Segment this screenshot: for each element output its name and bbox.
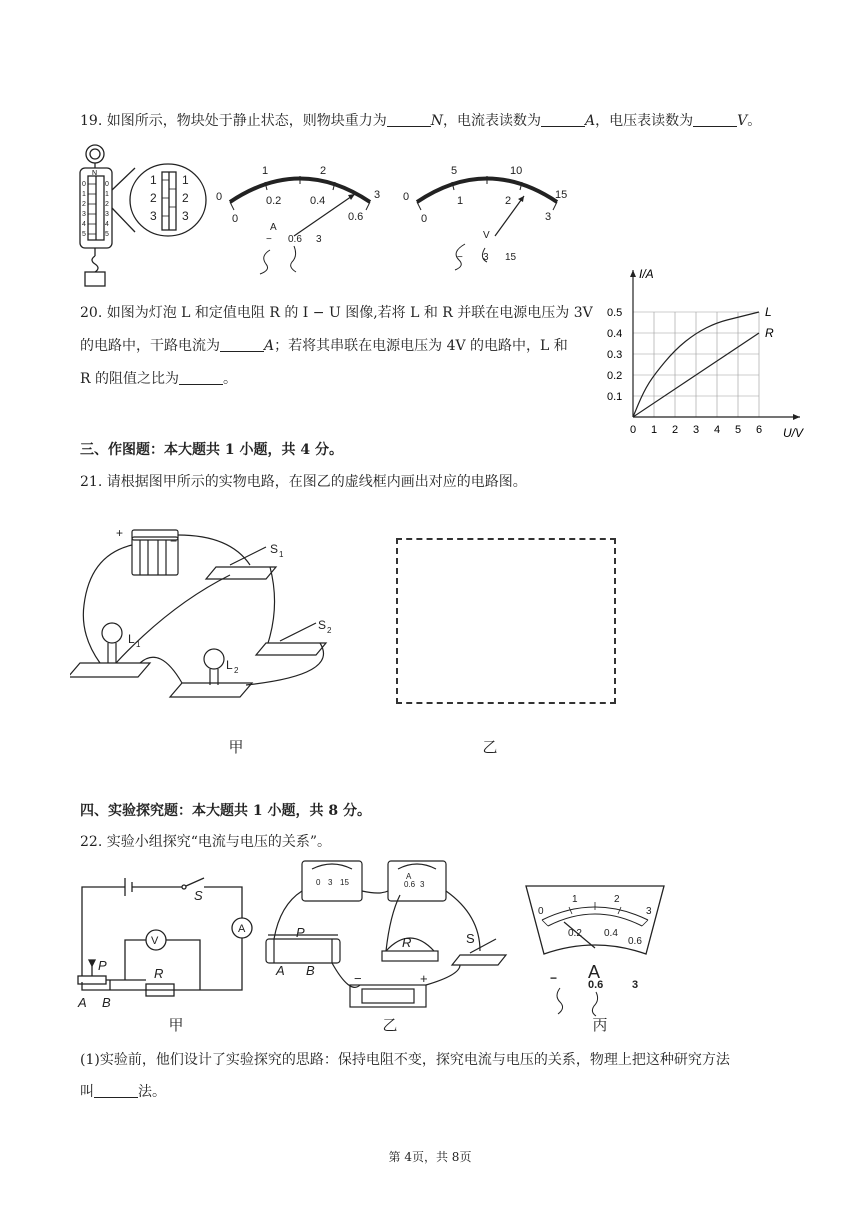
diagram-p-label: P	[98, 958, 107, 973]
caption-jia-2: 甲	[168, 1016, 184, 1034]
chart-grid	[633, 312, 759, 417]
zoom-tick: 3	[150, 209, 157, 223]
q19-text-c: ，电压表读数为	[595, 113, 694, 129]
q20-text: ；若将其串联在电源电压为 4V 的电路中，L 和	[274, 338, 568, 354]
ammeter-small-tick: 0.6	[348, 211, 364, 223]
lamp-l2-sub: 2	[234, 666, 239, 675]
yi-ammeter-tick: 0.6	[404, 880, 416, 889]
x-tick-label: 6	[756, 424, 763, 436]
answer-blank[interactable]	[541, 112, 585, 127]
circuit-diagram-jia	[70, 870, 260, 1015]
circuit-drawing-box[interactable]	[396, 538, 616, 704]
x-axis-arrow	[793, 414, 800, 420]
switch-s2-sub: 2	[327, 626, 332, 635]
voltmeter-dial	[395, 160, 585, 275]
ammeter-big-tick: 2	[320, 165, 327, 177]
caption-yi: 乙	[482, 738, 498, 756]
bing-letter: A	[588, 962, 601, 982]
caption-bing: 丙	[592, 1016, 608, 1034]
y-axis-label: I/A	[639, 267, 654, 281]
x-tick-label: 0	[630, 424, 637, 436]
q20-line3	[80, 369, 237, 389]
spring-tick: 2	[105, 201, 109, 208]
q22-text: 22. 实验小组探究“电流与电压的关系”。	[80, 834, 332, 850]
diagram-r-label: R	[154, 966, 164, 981]
voltmeter-terminal: −	[457, 252, 463, 263]
voltmeter-big-tick: 10	[510, 165, 523, 177]
q22-text: 叫	[80, 1084, 94, 1100]
lamp-l1-label: L	[128, 632, 135, 646]
unit-a: A	[264, 338, 275, 354]
voltmeter-terminal: 15	[505, 252, 517, 263]
zoom-tick: 1	[182, 173, 189, 187]
ammeter-terminal: 3	[316, 234, 322, 245]
spring-tick: 3	[82, 211, 86, 218]
yi-plus-label: +	[420, 971, 428, 986]
ammeter-small-tick: 0.2	[266, 195, 282, 207]
spring-tick: 4	[82, 221, 86, 228]
spring-tick: 1	[105, 191, 109, 198]
voltmeter-big-tick: 5	[451, 165, 458, 177]
q20-line1: 20. 如图为灯泡 L 和定值电阻 R 的 I − U 图像,若将 L 和 R 并联在电源电压为 3V	[80, 305, 593, 321]
spring-scale-figure	[70, 140, 223, 290]
yi-r-label: R	[402, 935, 412, 950]
answer-blank[interactable]	[179, 370, 223, 385]
q20-text: 。	[223, 371, 237, 387]
q22-text: 法。	[138, 1084, 166, 1100]
diagram-a-end: A	[78, 995, 87, 1010]
q19-text	[80, 111, 761, 131]
ammeter-letter: A	[270, 222, 277, 233]
spring-tick: 3	[105, 211, 109, 218]
q21-text: 21. 请根据图甲所示的实物电路，在图乙的虚线框内画出对应的电路图。	[80, 474, 527, 490]
bing-big-tick: 1	[572, 894, 578, 905]
x-tick-label: 3	[693, 424, 700, 436]
zoom-tick: 2	[182, 191, 189, 205]
q20-text: R 的阻值之比为	[80, 371, 179, 387]
voltmeter-big-tick: 0	[403, 191, 410, 203]
ammeter-big-tick: 0	[216, 191, 223, 203]
series-label-R: R	[765, 326, 774, 340]
y-tick-label: 0.1	[607, 391, 623, 403]
q19-text-b: ，电流表读数为	[442, 113, 541, 129]
spring-tick: 5	[105, 231, 109, 238]
voltmeter-big-tick: 15	[555, 189, 568, 201]
spring-tick: 5	[82, 231, 86, 238]
yi-voltmeter-tick: 3	[328, 878, 333, 887]
page-footer: 第 4页，共 8页	[388, 1150, 472, 1164]
diagram-voltmeter-label: V	[151, 935, 159, 947]
section-4-heading: 四、实验探究题：本大题共 1 小题，共 8 分。	[80, 803, 371, 819]
voltmeter-terminal: 3	[483, 252, 489, 263]
y-tick-label: 0.5	[607, 307, 623, 319]
y-tick-label: 0.4	[607, 328, 623, 340]
ammeter-small-tick: 0.4	[310, 195, 326, 207]
voltmeter-letter: V	[483, 230, 490, 241]
unit-v: V	[737, 113, 748, 129]
x-tick-label: 5	[735, 424, 742, 436]
x-tick-label: 4	[714, 424, 721, 436]
physical-circuit-yi	[260, 855, 520, 1015]
y-tick-label: 0.3	[607, 349, 623, 361]
bing-big-tick: 2	[614, 894, 620, 905]
bing-terminal: −	[550, 971, 558, 985]
y-tick-label: 0.2	[607, 370, 623, 382]
iu-chart	[605, 262, 815, 442]
answer-blank[interactable]	[94, 1083, 138, 1098]
voltmeter-small-tick: 3	[545, 211, 552, 223]
x-tick-label: 2	[672, 424, 679, 436]
bing-small-tick: 0.4	[604, 928, 618, 939]
bing-terminal: 0.6	[588, 979, 604, 991]
spring-tick: 1	[82, 191, 86, 198]
ammeter-small-tick: 0	[232, 213, 239, 225]
yi-minus-label: −	[354, 971, 362, 986]
yi-ammeter-tick: 3	[420, 880, 425, 889]
yi-voltmeter-tick: 0	[316, 878, 321, 887]
x-axis-label: U/V	[783, 426, 804, 440]
answer-blank[interactable]	[220, 337, 264, 352]
bing-terminal: 3	[632, 979, 639, 991]
ammeter-big-tick: 1	[262, 165, 269, 177]
lamp-l2-label: L	[226, 658, 233, 672]
yi-b-end: B	[306, 963, 315, 978]
spring-tick: 0	[82, 181, 86, 188]
spring-tick: 4	[105, 221, 109, 228]
q22-part1-line2	[80, 1082, 166, 1102]
physical-circuit-figure	[70, 525, 370, 705]
lamp-l1-sub: 1	[136, 640, 141, 649]
diagram-s-label: S	[194, 888, 203, 903]
ammeter-terminal: 0.6	[288, 234, 302, 245]
bing-big-tick: 0	[538, 906, 544, 917]
spring-unit-label: N	[92, 170, 98, 177]
caption-yi-2: 乙	[382, 1016, 398, 1034]
diagram-b-end: B	[102, 995, 111, 1010]
yi-ammeter-tick: A	[406, 872, 412, 881]
caption-jia: 甲	[228, 738, 244, 756]
q22-part1-line1: (1)实验前，他们设计了实验探究的思路：保持电阻不变，探究电流与电压的关系，物理上把这种研究方法	[80, 1052, 730, 1068]
bing-small-tick: 0.2	[568, 928, 582, 939]
unit-a: A	[584, 113, 596, 129]
spring-tick: 0	[105, 181, 109, 188]
voltmeter-small-tick: 2	[505, 195, 512, 207]
series-label-L: L	[765, 305, 772, 319]
ammeter-bing	[520, 878, 670, 1018]
switch-s1-sub: 1	[279, 550, 284, 559]
section-3-heading: 三、作图题：本大题共 1 小题，共 4 分。	[80, 442, 343, 458]
zoom-tick: 2	[150, 191, 157, 205]
diagram-ammeter-label: A	[238, 923, 246, 935]
yi-s-label: S	[466, 931, 475, 946]
voltmeter-small-tick: 1	[457, 195, 464, 207]
zoom-tick: 1	[150, 173, 157, 187]
bing-small-tick: 0.6	[628, 936, 642, 947]
answer-blank[interactable]	[693, 112, 737, 127]
q19-text-a: 19. 如图所示，物块处于静止状态，则物块重力为	[80, 113, 387, 129]
battery-minus-label: −	[170, 534, 178, 548]
zoom-tick: 3	[182, 209, 189, 223]
ammeter-big-tick: 3	[374, 189, 381, 201]
yi-a-end: A	[276, 963, 285, 978]
ammeter-dial	[210, 160, 390, 275]
q20-text: 的电路中，干路电流为	[80, 338, 220, 354]
unit-n: N	[430, 113, 443, 129]
switch-s1-label: S	[270, 542, 279, 556]
ammeter-terminal: −	[266, 234, 272, 245]
battery-plus-label: +	[116, 526, 124, 540]
answer-blank[interactable]	[387, 112, 431, 127]
x-tick-label: 1	[651, 424, 658, 436]
yi-p-label: P	[296, 925, 305, 940]
switch-s2-label: S	[318, 618, 327, 632]
q20-line2	[80, 336, 568, 356]
voltmeter-small-tick: 0	[421, 213, 428, 225]
y-axis-arrow	[630, 270, 636, 277]
bing-big-tick: 3	[646, 906, 652, 917]
q19-text-d: 。	[747, 113, 762, 129]
spring-tick: 2	[82, 201, 86, 208]
yi-voltmeter-tick: 15	[340, 878, 349, 887]
